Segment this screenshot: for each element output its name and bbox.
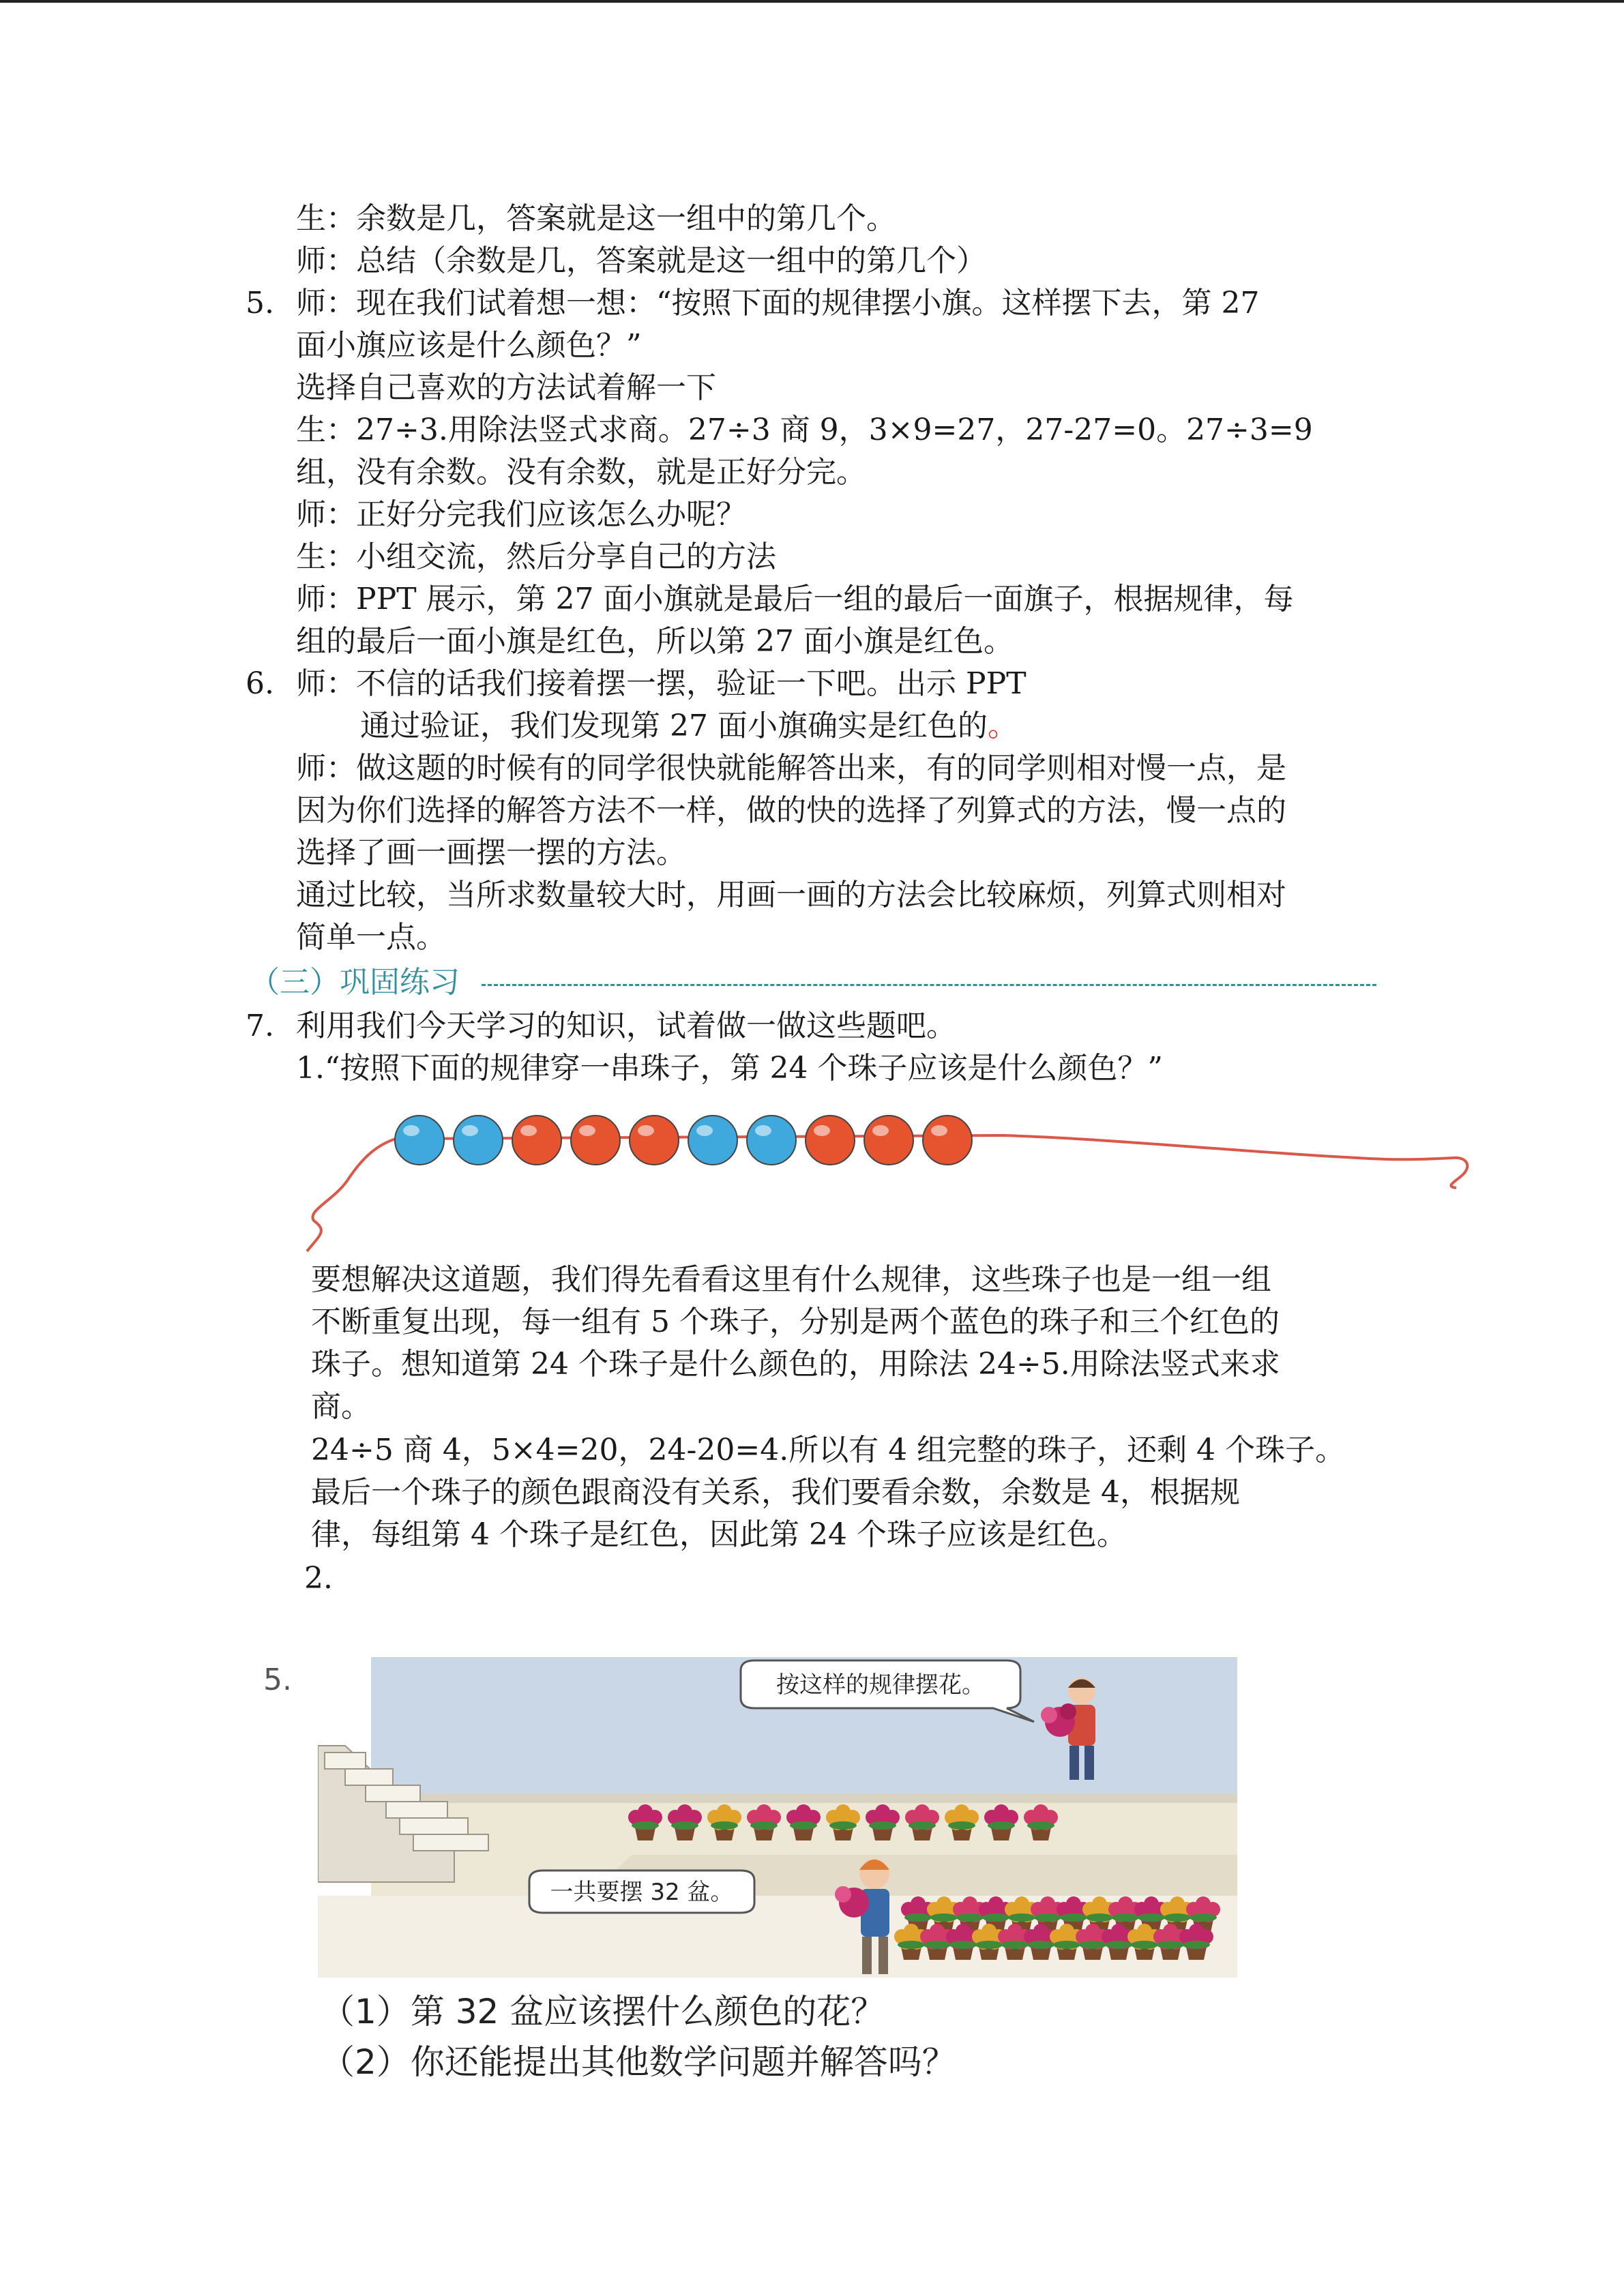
question-1: （1）第 32 盆应该摆什么颜色的花？ xyxy=(321,1992,885,2031)
wall-ledge xyxy=(371,1793,1237,1803)
text-line: 24÷5 商 4，5×4=20，24-20=4.所以有 4 组完整的珠子，还剩 4 个珠子。 xyxy=(311,1433,1346,1467)
text-line: 生：27÷3.用除法竖式求商。27÷3 商 9，3×9=27，27-27=0。27÷3=9 xyxy=(296,413,1313,447)
text-line: 简单一点。 xyxy=(296,920,446,955)
bead-highlight xyxy=(755,1125,771,1136)
bead-highlight xyxy=(520,1125,537,1136)
text-line: 师：现在我们试着想一想：“按照下面的规律摆小旗。这样摆下去，第 27 xyxy=(296,286,1260,320)
text-line: 利用我们今天学习的知识，试着做一做这些题吧。 xyxy=(296,1009,956,1043)
problem-number: 5. xyxy=(263,1663,292,1697)
text-line: 师：做这题的时候有的同学很快就能解答出来，有的同学则相对慢一点，是 xyxy=(296,751,1286,786)
question-2: （2）你还能提出其他数学问题并解答吗？ xyxy=(321,2042,956,2082)
text-line: 组的最后一面小旗是红色，所以第 27 面小旗是红色。 xyxy=(296,624,1014,659)
text-line: 商。 xyxy=(311,1389,371,1424)
text-line: 生：余数是几，答案就是这一组中的第几个。 xyxy=(296,201,896,236)
bead-string-illustration xyxy=(293,1098,1480,1262)
text-line: 珠子。想知道第 24 个珠子是什么颜色的，用除法 24÷5.用除法竖式来求 xyxy=(311,1347,1280,1382)
text-line: 选择了画一画摆一摆的方法。 xyxy=(296,835,686,870)
red-bead xyxy=(512,1116,561,1165)
text-line: 面小旗应该是什么颜色？” xyxy=(296,328,642,363)
text-line: 通过验证，我们发现第 27 面小旗确实是红色的。 xyxy=(360,709,1018,743)
bead-highlight xyxy=(931,1125,947,1136)
list-number: 6. xyxy=(246,666,274,701)
text-line: 师：PPT 展示，第 27 面小旗就是最后一组的最后一面旗子，根据规律，每 xyxy=(296,582,1294,616)
text-line: 最后一个珠子的颜色跟商没有关系，我们要看余数，余数是 4，根据规 xyxy=(311,1475,1240,1510)
text-line: 律，每组第 4 个珠子是红色，因此第 24 个珠子应该是红色。 xyxy=(311,1517,1127,1552)
red-bead xyxy=(571,1116,620,1165)
bead-highlight xyxy=(696,1125,713,1136)
text-line: 师：不信的话我们接着摆一摆，验证一下吧。出示 PPT xyxy=(296,666,1027,701)
list-number: 7. xyxy=(246,1009,274,1043)
text-line: 师：正好分完我们应该怎么办呢？ xyxy=(296,497,746,532)
text-line: 组，没有余数。没有余数，就是正好分完。 xyxy=(296,455,866,490)
bubble-text: 一共要摆 32 盆。 xyxy=(550,1879,734,1906)
bubble-text: 按这样的规律摆花。 xyxy=(776,1671,985,1699)
red-bead xyxy=(923,1116,972,1165)
bead-highlight xyxy=(814,1125,830,1136)
blue-bead xyxy=(747,1116,796,1165)
red-bead xyxy=(806,1116,855,1165)
top-border xyxy=(0,0,1624,3)
text-line: 要想解决这道题，我们得先看看这里有什么规律，这些珠子也是一组一组 xyxy=(311,1262,1271,1297)
text-line: 因为你们选择的解答方法不一样，做的快的选择了列算式的方法，慢一点的 xyxy=(296,793,1286,828)
text-line: 不断重复出现，每一组有 5 个珠子，分别是两个蓝色的珠子和三个红色的 xyxy=(311,1304,1280,1339)
list-number: 5. xyxy=(246,286,274,320)
text-line: 通过比较，当所求数量较大时，用画一画的方法会比较麻烦，列算式则相对 xyxy=(296,878,1286,912)
text-line: 师：总结（余数是几，答案就是这一组中的第几个） xyxy=(296,243,986,278)
red-bead xyxy=(630,1116,679,1165)
bead-highlight xyxy=(872,1125,889,1136)
bead-highlight xyxy=(462,1125,478,1136)
speech-bubble xyxy=(529,1870,754,1913)
blue-bead xyxy=(688,1116,737,1165)
bead-highlight xyxy=(579,1125,595,1136)
text-line: 选择自己喜欢的方法试着解一下 xyxy=(296,370,716,405)
text-line: 1.“按照下面的规律穿一串珠子，第 24 个珠子应该是什么颜色？” xyxy=(296,1051,1163,1086)
blue-bead xyxy=(395,1116,444,1165)
flower-pots-illustration xyxy=(318,1657,1239,1978)
bead-highlight xyxy=(403,1125,419,1136)
red-period: 。 xyxy=(987,709,1018,743)
bead-highlight xyxy=(638,1125,654,1136)
blue-bead xyxy=(454,1116,503,1165)
section-divider xyxy=(482,984,1376,986)
section-title: （三）巩固练习 xyxy=(250,965,460,1000)
text-line: 2. xyxy=(304,1561,333,1596)
red-bead xyxy=(864,1116,913,1165)
text-line: 生：小组交流，然后分享自己的方法 xyxy=(296,539,776,574)
